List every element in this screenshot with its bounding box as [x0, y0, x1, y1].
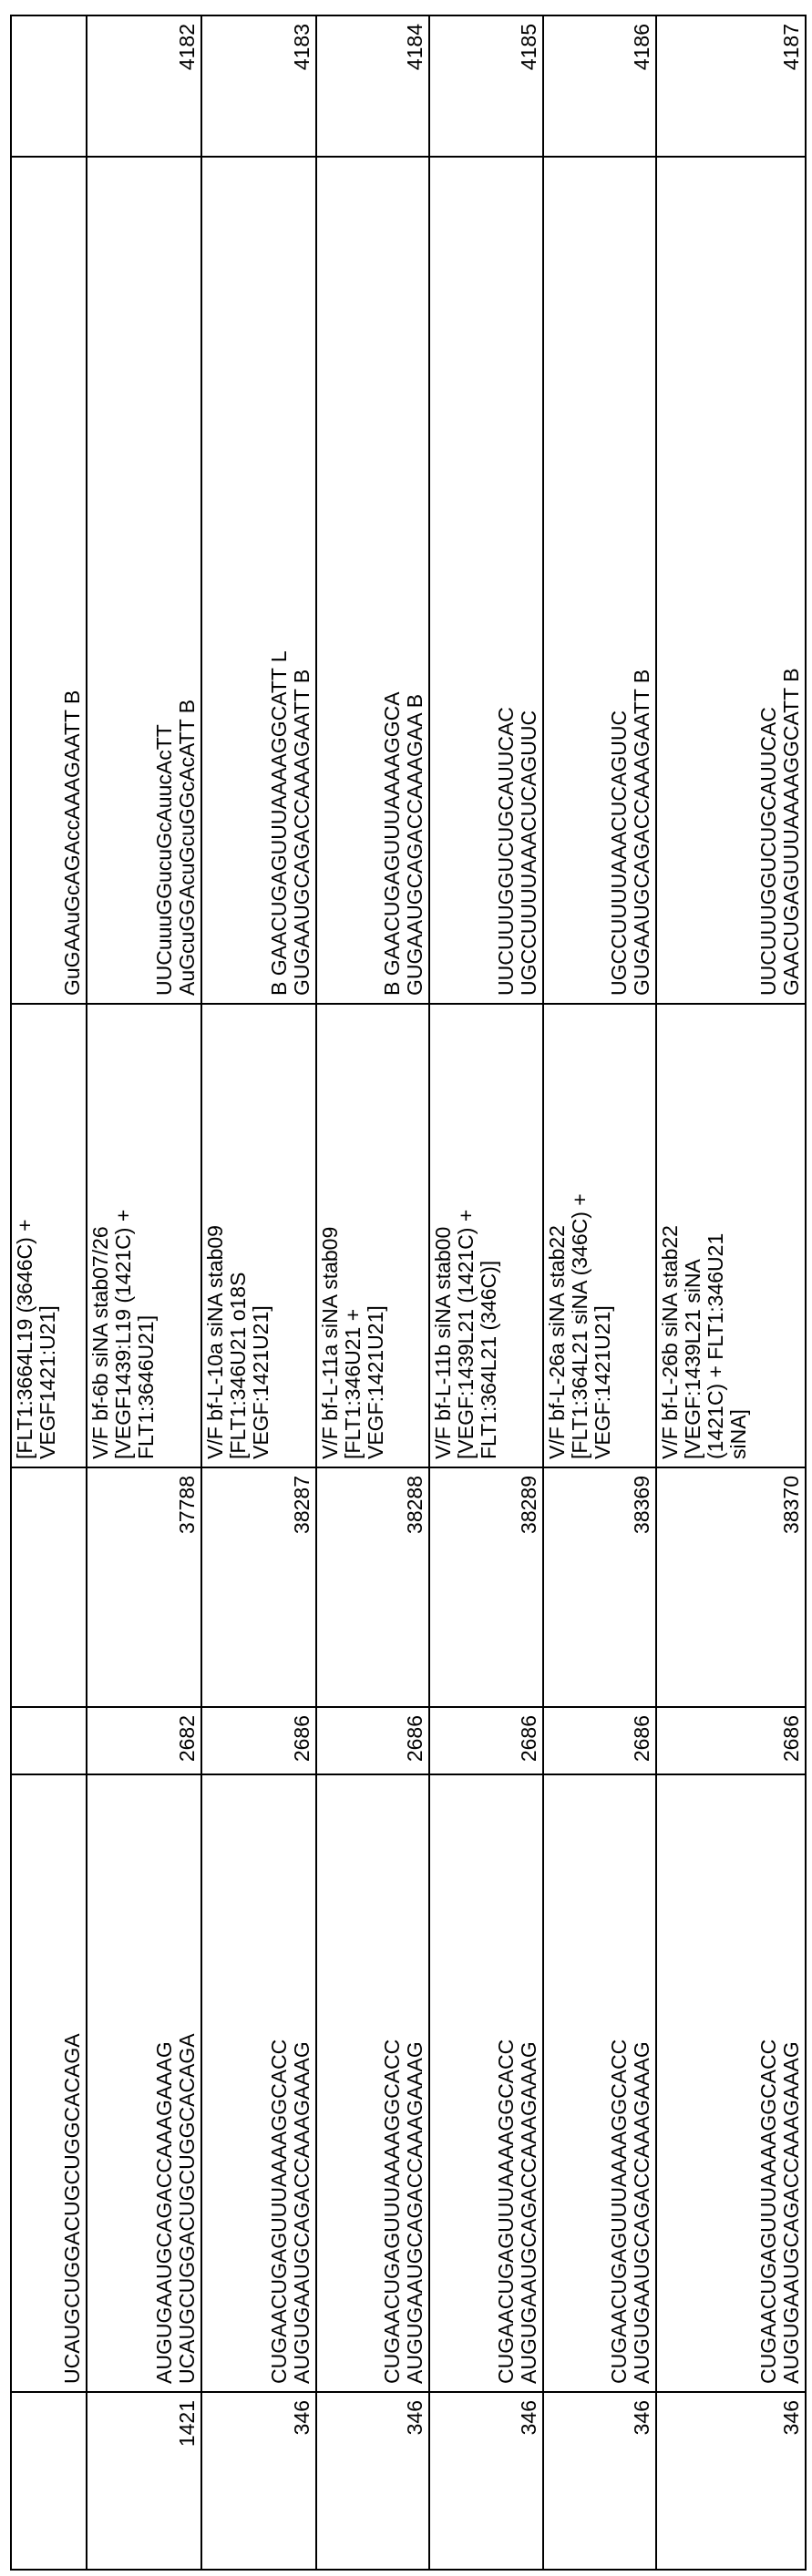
duplex-sequence-line: UGCCUUUUAAACUCAGUUC: [518, 165, 540, 996]
table-row: [429, 15, 543, 2570]
sina-name-line: [FLT1:346U21 o18S: [227, 1012, 250, 1459]
table-row: [316, 15, 429, 2570]
sina-name-line: siNA]: [727, 1012, 750, 1459]
target-sequence-line: CUGAACUGAGUUUAAAAGGCACC: [268, 1783, 291, 2384]
sina-name-line: VEGF:1421U21]: [591, 1012, 614, 1459]
target-sequence-line: UCAUGCUGGACUGCUGGCACAGA: [176, 1783, 199, 2384]
target-sequence-cell: [11, 1774, 87, 2392]
seq-id-cell: 4186: [543, 15, 656, 157]
target-sequence-cell: [543, 1774, 656, 2392]
second-position-cell: 2682: [87, 1707, 201, 1774]
target-position-cell: 346: [543, 2392, 656, 2570]
duplex-sequence-cell: [201, 157, 316, 1004]
sina-name-line: V/F bf-L-11a siNA stab09: [319, 1012, 342, 1459]
target-sequence-cell: [656, 1774, 806, 2392]
sina-name-line: [VEGF:1439L21 (1421C) +: [455, 1012, 478, 1459]
sina-name-line: VEGF1421:U21]: [36, 1012, 59, 1459]
seq-id-cell: [11, 15, 87, 157]
target-sequence-line: AUGUGAAUGCAGACCAAAGAAAG: [780, 1783, 803, 2384]
compound-id-cell: 38289: [429, 1467, 543, 1707]
sina-name-line: V/F bf-L-26a siNA stab22: [546, 1012, 569, 1459]
target-sequence-line: CUGAACUGAGUUUAAAAGGCACC: [381, 1783, 404, 2384]
duplex-sequence-cell: [11, 157, 87, 1004]
seq-id-cell: 4185: [429, 15, 543, 157]
sina-name-line: VEGF:1421U21]: [250, 1012, 272, 1459]
duplex-sequence-line: GuGAAuGcAGAccAAAGAATT B: [61, 165, 84, 996]
duplex-sequence-line: GUGAAUGCAGACCAAAGAATT B: [631, 165, 653, 996]
seq-id-cell: 4184: [316, 15, 429, 157]
compound-id-cell: 38370: [656, 1467, 806, 1707]
target-position-cell: 346: [316, 2392, 429, 2570]
target-position-cell: [11, 2392, 87, 2570]
seq-id-cell: 4187: [656, 15, 806, 157]
duplex-sequence-line: GAACUGAGUUUAAAAGGCATT B: [780, 165, 803, 996]
second-position-cell: 2686: [316, 1707, 429, 1774]
sina-name-line: VEGF:1421U21]: [365, 1012, 387, 1459]
second-position-cell: 2686: [201, 1707, 316, 1774]
target-sequence-cell: [429, 1774, 543, 2392]
duplex-sequence-cell: [429, 157, 543, 1004]
table-row: [543, 15, 656, 2570]
target-sequence-cell: [87, 1774, 201, 2392]
duplex-sequence-line: B GAACUGAGUUUAAAAGGCATT L: [268, 165, 291, 996]
sina-name-line: V/F bf-L-26b siNA stab22: [659, 1012, 682, 1459]
duplex-sequence-line: UGCCUUUUAAACUCAGUUC: [608, 165, 631, 996]
sina-name-line: [VEGF1439:L19 (1421C) +: [112, 1012, 135, 1459]
sina-name-line: [FLT1:364L21 siNA (346C) +: [569, 1012, 591, 1459]
target-sequence-line: UCAUGCUGGACUGCUGGCACAGA: [61, 1783, 84, 2384]
target-sequence-line: CUGAACUGAGUUUAAAAGGCACC: [495, 1783, 518, 2384]
target-sequence-cell: [201, 1774, 316, 2392]
sina-name-line: (1421C) + FLT1:346U21: [704, 1012, 727, 1459]
table-row: [201, 15, 316, 2570]
duplex-sequence-line: AuGcuGGAcuGcuGGcAcATT B: [176, 165, 199, 996]
sina-name-cell: [11, 1004, 87, 1467]
duplex-sequence-line: UUCuuuGGucuGcAuucAcTT: [153, 165, 176, 996]
sina-name-cell: [429, 1004, 543, 1467]
target-sequence-cell: [316, 1774, 429, 2392]
duplex-sequence-cell: [543, 157, 656, 1004]
sina-name-cell: [316, 1004, 429, 1467]
duplex-sequence-line: B GAACUGAGUUUAAAAGGCA: [381, 165, 404, 996]
rotated-table-page: [10, 16, 805, 2571]
second-position-cell: 2686: [543, 1707, 656, 1774]
second-position-cell: 2686: [429, 1707, 543, 1774]
second-position-cell: [11, 1707, 87, 1774]
duplex-sequence-line: GUGAAUGCAGACCAAAGAATT B: [291, 165, 313, 996]
target-sequence-line: AUGUGAAUGCAGACCAAAGAAAG: [631, 1783, 653, 2384]
sina-name-line: [FLT1:3664L19 (3646C) +: [14, 1012, 36, 1459]
duplex-sequence-line: UUCUUUGGUCUGCAUUCAC: [495, 165, 518, 996]
duplex-sequence-line: UUCUUUGGUCUGCAUUCAC: [757, 165, 780, 996]
table-row: [656, 15, 806, 2570]
sina-name-cell: [87, 1004, 201, 1467]
target-position-cell: 1421: [87, 2392, 201, 2570]
target-sequence-line: AUGUGAAUGCAGACCAAAGAAAG: [518, 1783, 540, 2384]
sina-name-cell: [543, 1004, 656, 1467]
sina-name-cell: [656, 1004, 806, 1467]
sina-name-line: V/F bf-L-11b siNA stab00: [432, 1012, 455, 1459]
sina-name-line: FLT1:3646U21]: [135, 1012, 158, 1459]
target-sequence-line: CUGAACUGAGUUUAAAAGGCACC: [757, 1783, 780, 2384]
compound-id-cell: 37788: [87, 1467, 201, 1707]
compound-id-cell: [11, 1467, 87, 1707]
sina-name-line: [VEGF:1439L21 siNA: [682, 1012, 704, 1459]
sina-table: [10, 15, 807, 2571]
sina-name-line: FLT1:364L21 (346C)]: [478, 1012, 500, 1459]
duplex-sequence-line: GUGAAUGCAGACCAAAGAA B: [404, 165, 427, 996]
compound-id-cell: 38287: [201, 1467, 316, 1707]
sina-name-line: V/F bf-L-10a siNA stab09: [204, 1012, 227, 1459]
sina-name-cell: [201, 1004, 316, 1467]
compound-id-cell: 38288: [316, 1467, 429, 1707]
target-sequence-line: AUGUGAAUGCAGACCAAAGAAAG: [153, 1783, 176, 2384]
target-sequence-line: AUGUGAAUGCAGACCAAAGAAAG: [404, 1783, 427, 2384]
duplex-sequence-cell: [87, 157, 201, 1004]
duplex-sequence-cell: [316, 157, 429, 1004]
sina-name-line: V/F bf-6b siNA stab07/26: [89, 1012, 112, 1459]
target-position-cell: 346: [201, 2392, 316, 2570]
table-row: [11, 15, 87, 2570]
target-sequence-line: CUGAACUGAGUUUAAAAGGCACC: [608, 1783, 631, 2384]
sina-name-line: [FLT1:346U21 +: [342, 1012, 365, 1459]
target-sequence-line: AUGUGAAUGCAGACCAAAGAAAG: [291, 1783, 313, 2384]
compound-id-cell: 38369: [543, 1467, 656, 1707]
target-position-cell: 346: [429, 2392, 543, 2570]
seq-id-cell: 4183: [201, 15, 316, 157]
duplex-sequence-cell: [656, 157, 806, 1004]
second-position-cell: 2686: [656, 1707, 806, 1774]
table-row: [87, 15, 201, 2570]
seq-id-cell: 4182: [87, 15, 201, 157]
target-position-cell: 346: [656, 2392, 806, 2570]
